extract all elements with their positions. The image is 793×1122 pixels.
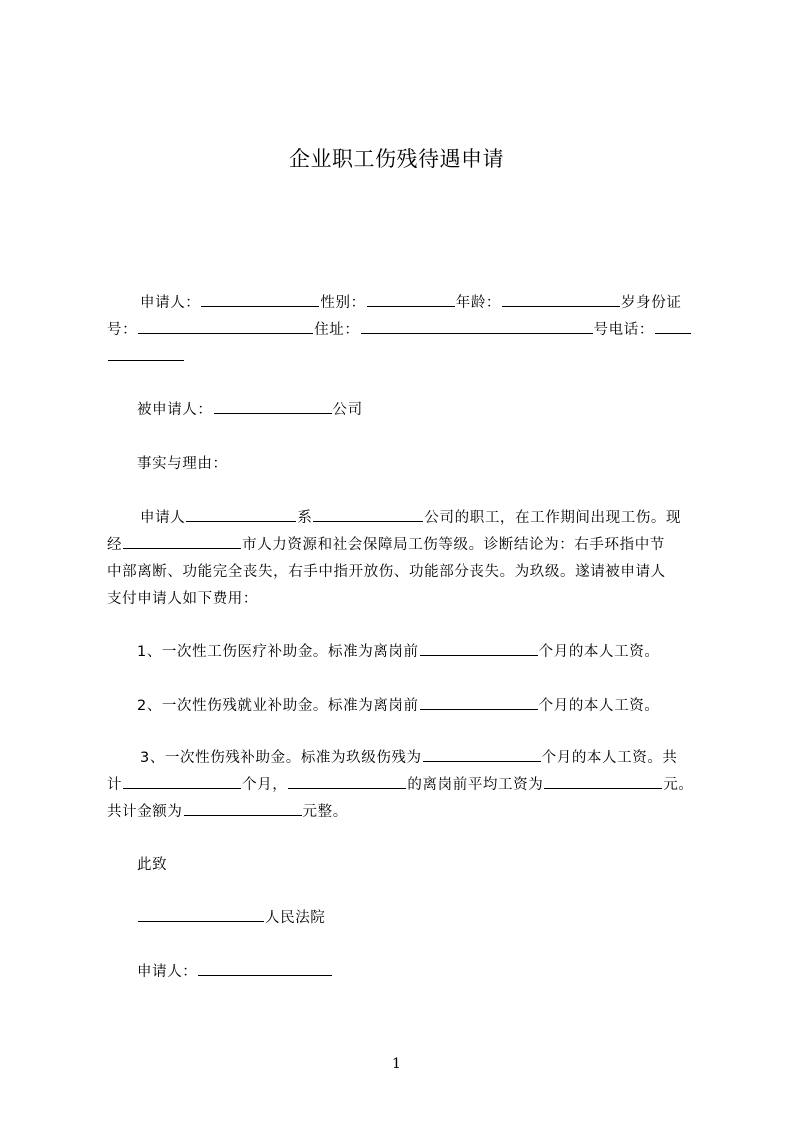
item-3-line-3 — [107, 800, 348, 821]
item-text: 2、一次性伤残就业补助金。标准为离岗前 — [137, 698, 419, 714]
applicant-name-blank[interactable] — [201, 291, 319, 307]
page-number: 1 — [392, 1056, 401, 1072]
applicant-info-line-3 — [107, 345, 185, 365]
facts-line-2 — [107, 533, 665, 554]
age-label: 年龄： — [455, 295, 502, 311]
phone-label: 号电话： — [593, 322, 654, 338]
phone-blank-part2[interactable] — [108, 345, 184, 361]
item-text: 元。 — [663, 777, 694, 793]
address-label: 住址： — [314, 322, 360, 338]
applicant-label: 申请人： — [140, 295, 201, 311]
item-1 — [137, 640, 659, 661]
item-text: 元整。 — [302, 804, 348, 820]
facts-text: 公司的职工，在工作期间出现工伤。现 — [424, 510, 682, 526]
respondent-suffix: 公司 — [332, 402, 363, 418]
item-text: 3、一次性伤残补助金。标准为玖级伤残为 — [140, 750, 422, 766]
closing-regards: 此致 — [137, 857, 168, 873]
signature-label: 申请人： — [137, 964, 198, 980]
facts-line-3: 中部离断、功能完全丧失，右手中指开放伤、功能部分丧失。为玖级。遂请被申请人 — [107, 564, 666, 580]
total-amount-blank[interactable] — [184, 800, 302, 816]
item-text: 计 — [107, 777, 123, 793]
respondent-line — [137, 398, 363, 419]
id-number-blank[interactable] — [138, 318, 313, 334]
facts-text: 申请人 — [140, 510, 186, 526]
court-name-blank[interactable] — [138, 906, 264, 922]
employee-name-blank[interactable] — [186, 506, 296, 522]
item-2 — [137, 694, 659, 715]
court-suffix: 人民法院 — [265, 910, 326, 926]
age-blank[interactable] — [502, 291, 620, 307]
facts-line-1 — [140, 506, 681, 527]
signature-line — [137, 960, 333, 981]
item-3-months-blank[interactable] — [423, 746, 541, 762]
item-3-line-1 — [140, 746, 678, 767]
id-number-label: 号： — [107, 322, 138, 338]
facts-heading: 事实与理由： — [137, 456, 228, 472]
item-text: 个月的本人工资。 — [538, 644, 660, 660]
facts-line-4: 支付申请人如下费用： — [107, 591, 258, 607]
item-text: 共计金额为 — [107, 804, 183, 820]
applicant-info-line-2 — [107, 318, 692, 339]
average-wage-blank[interactable] — [544, 773, 662, 789]
company-name-blank[interactable] — [313, 506, 423, 522]
item-1-months-blank[interactable] — [420, 640, 538, 656]
document-title: 企业职工伤残待遇申请 — [289, 147, 504, 171]
item-text: 个月， — [242, 777, 288, 793]
applicant-info-line-1 — [140, 291, 681, 312]
city-blank[interactable] — [123, 533, 241, 549]
phone-blank-part1[interactable] — [655, 318, 691, 334]
facts-text: 经 — [107, 537, 123, 553]
item-2-months-blank[interactable] — [420, 694, 538, 710]
item-text: 个月的本人工资。共 — [541, 750, 678, 766]
item-text: 个月的本人工资。 — [538, 698, 660, 714]
total-months-blank[interactable] — [123, 773, 241, 789]
signature-blank[interactable] — [198, 960, 332, 976]
item-3-line-2 — [107, 773, 694, 794]
item-text: 1、一次性工伤医疗补助金。标准为离岗前 — [137, 644, 419, 660]
respondent-company-blank[interactable] — [214, 398, 332, 414]
respondent-label: 被申请人： — [137, 402, 213, 418]
facts-text: 市人力资源和社会保障局工伤等级。诊断结论为：右手环指中节 — [242, 537, 665, 553]
gender-blank[interactable] — [367, 291, 455, 307]
period-blank[interactable] — [288, 773, 406, 789]
item-text: 的离岗前平均工资为 — [407, 777, 544, 793]
facts-text: 系 — [297, 510, 313, 526]
gender-label: 性别： — [320, 295, 366, 311]
address-blank[interactable] — [361, 318, 593, 334]
court-line — [137, 906, 325, 927]
age-suffix-id-label: 岁身份证 — [621, 295, 682, 311]
